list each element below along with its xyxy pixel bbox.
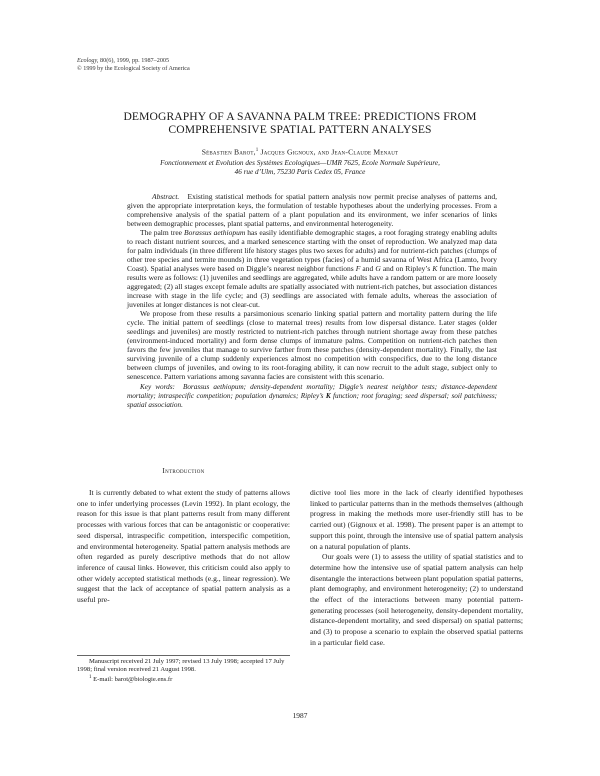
author-1: Sébastien Barot, [201,147,256,157]
abstract-text-2b: has easily identifiable demographic stages, a root foraging strategy enabling adults to reach distant nutrient sources, and a marked senescence starting with the onset of reproduction. We analyzed map data for palm individuals (in three different life history stages plus two sexes for adults) and for nutrient-rich patches (clumps of other tree species and termite mounds) in three vegetation types (facies) of a humid savanna of West Africa (Lamto, Ivory Coast). Spatial analyses were based on Diggle’s nearest neighbor functions [127,228,497,273]
paper-title [70,110,530,136]
introduction-heading: Introduction [162,466,205,475]
abstract-paragraph-3: We propose from these results a parsimonious scenario linking spatial pattern and mortality pattern during the life cycle. The initial pattern of seedlings (close to maternal trees) results from low dispersal distance. Later stages (older seedlings and juveniles) are mostly restricted to nutrient-rich patches through nutrient shortage away from these patches (environment-induced mortality) and form dense clumps of immature palms. Competition on nutrient-rich patches then favors the few juveniles that manage to survive farther from these patches (density-dependent mortality). Finally, the last surviving juvenile of a clump suddenly experiences almost no competition with conspecifics, due to the long distance between clumps of juveniles, and owing to its root-foraging ability, it can now recruit to the adult stage, subject only to senescence. Pattern variations among savanna facies are consistent with this scenario. [127,309,497,381]
key-words-text-b: function; root foraging; seed dispersal; soil patchiness; spatial association. [127,392,498,409]
abstract-label: Abstract. [152,192,180,201]
email-footnote [77,674,290,684]
journal-name: Ecology, [77,57,99,64]
species-name: Borassus aethiopum [184,228,246,237]
right-column [310,488,523,649]
key-words-label: Key words: [140,383,175,391]
author-1-footnote-mark: 1 [255,148,259,153]
title-line-2: COMPREHENSIVE SPATIAL PATTERN ANALYSES [168,123,432,137]
abstract-text-2c: and [360,264,376,273]
intro-paragraph-1: It is currently debated to what extent the study of patterns allows one to infer underlying processes (Levin 1992). In plant ecology, the reason for this issue is that plant patterns result from many different processes with various forces that can be antagonistic or cooperative: seed dispersal, intraspecific competition, interspecific competition, and environmental heterogeneity. Spatial pattern analysis methods are often regarded as purely descriptive methods that do not allow inference of causal links. However, this criticism could also apply to other widely accepted statistical methods (e.g., linear regression). We suggest that the lack of acceptance of spatial pattern analysis as a useful pre- [77,488,290,605]
abstract-text-2e: function. The main results were as follows: (1) juveniles and seedlings are aggregated, while adults have a random pattern or are more loosely aggregated; (2) all stages except female adults are spatially associated with nutrient-rich patches, but association distances increase with stage in the life cycle; and (3) seedlings are associated with female adults, whereas the association of juveniles at longer distances is not clear-cut. [127,264,497,309]
affiliation-line-1: Fonctionnement et Evolution des Systèmes Ecologiques—UMR 7625, Ecole Normale Supérieure, [160,159,440,167]
title-line-1: DEMOGRAPHY OF A SAVANNA PALM TREE: PREDICTIONS FROM [123,110,477,123]
key-words [127,383,497,410]
abstract-text-1: Existing statistical methods for spatial pattern analysis now permit precise analyses of patterns and, given the appropriate interpretation keys, the formulation of testable hypotheses about the underlying processes. From a comprehensive analysis of the spatial pattern of a plant population and its environment, we infer scenarios of links between demographic processes, plant spatial patterns, and environmental heterogeneity. [127,192,497,228]
left-column [77,488,290,606]
intro-paragraph-1-continued: dictive tool lies more in the lack of clearly identified hypotheses linked to particular patterns than in the methods themselves (although progress in making the methods more user-friendly still has to be carried out) (Gignoux et al. 1998). The present paper is an attempt to support this point, through the intensive use of spatial pattern analysis on a natural population of plants. [310,488,523,551]
journal-citation [77,57,190,65]
other-authors: Jacques Gignoux, and Jean-Claude Menaut [258,147,399,157]
page-number: 1987 [292,711,308,720]
abstract-text-2a: The palm tree [140,228,185,237]
author-list [70,146,530,157]
abstract [127,192,497,410]
key-words-k: K [325,392,331,400]
abstract-paragraph-1 [127,192,497,228]
manuscript-dates: Manuscript received 21 July 1997; revised 13 July 1998; accepted 17 July 1998; final version received 21 August 1998. [77,658,285,674]
journal-header [77,57,190,72]
abstract-text-2d: and on Ripley’s [380,264,433,273]
footnotes [77,658,290,685]
function-k: K [432,264,438,273]
affiliation-line-2: 46 rue d’Ulm, 75230 Paris Cedex 05, France [234,168,366,176]
function-g: G [375,264,381,273]
journal-copyright: © 1999 by the Ecological Society of America [77,64,190,72]
affiliation [70,159,530,177]
email-address: E-mail: barot@biologie.ens.fr [91,676,173,684]
intro-paragraph-2: Our goals were (1) to assess the utility of spatial statistics and to determine how the intensive use of spatial pattern analysis can help disentangle the interactions between plant population spatial patterns, plant demography, and environment heterogeneity; (2) to understand the effect of the interactions between many potential pattern-generating processes (soil heterogeneity, density-dependent mortality, distance-dependent mortality, and seed dispersal) on spatial patterns; and (3) to propose a scenario to explain the observed spatial patterns in a particular field case. [310,552,523,647]
key-words-text-a: Borassus aethiopum; density-dependent mortality; Diggle’s nearest neighbor tests; distance-dependent mortality; intraspecific competition; population dynamics; Ripley’s [127,383,497,400]
abstract-paragraph-2 [127,228,497,309]
function-f: F [355,264,361,273]
journal-issue: 80(6), 1999, pp. 1987–2005 [98,57,170,64]
footnote-divider [77,655,290,656]
email-footnote-mark: 1 [89,675,92,681]
